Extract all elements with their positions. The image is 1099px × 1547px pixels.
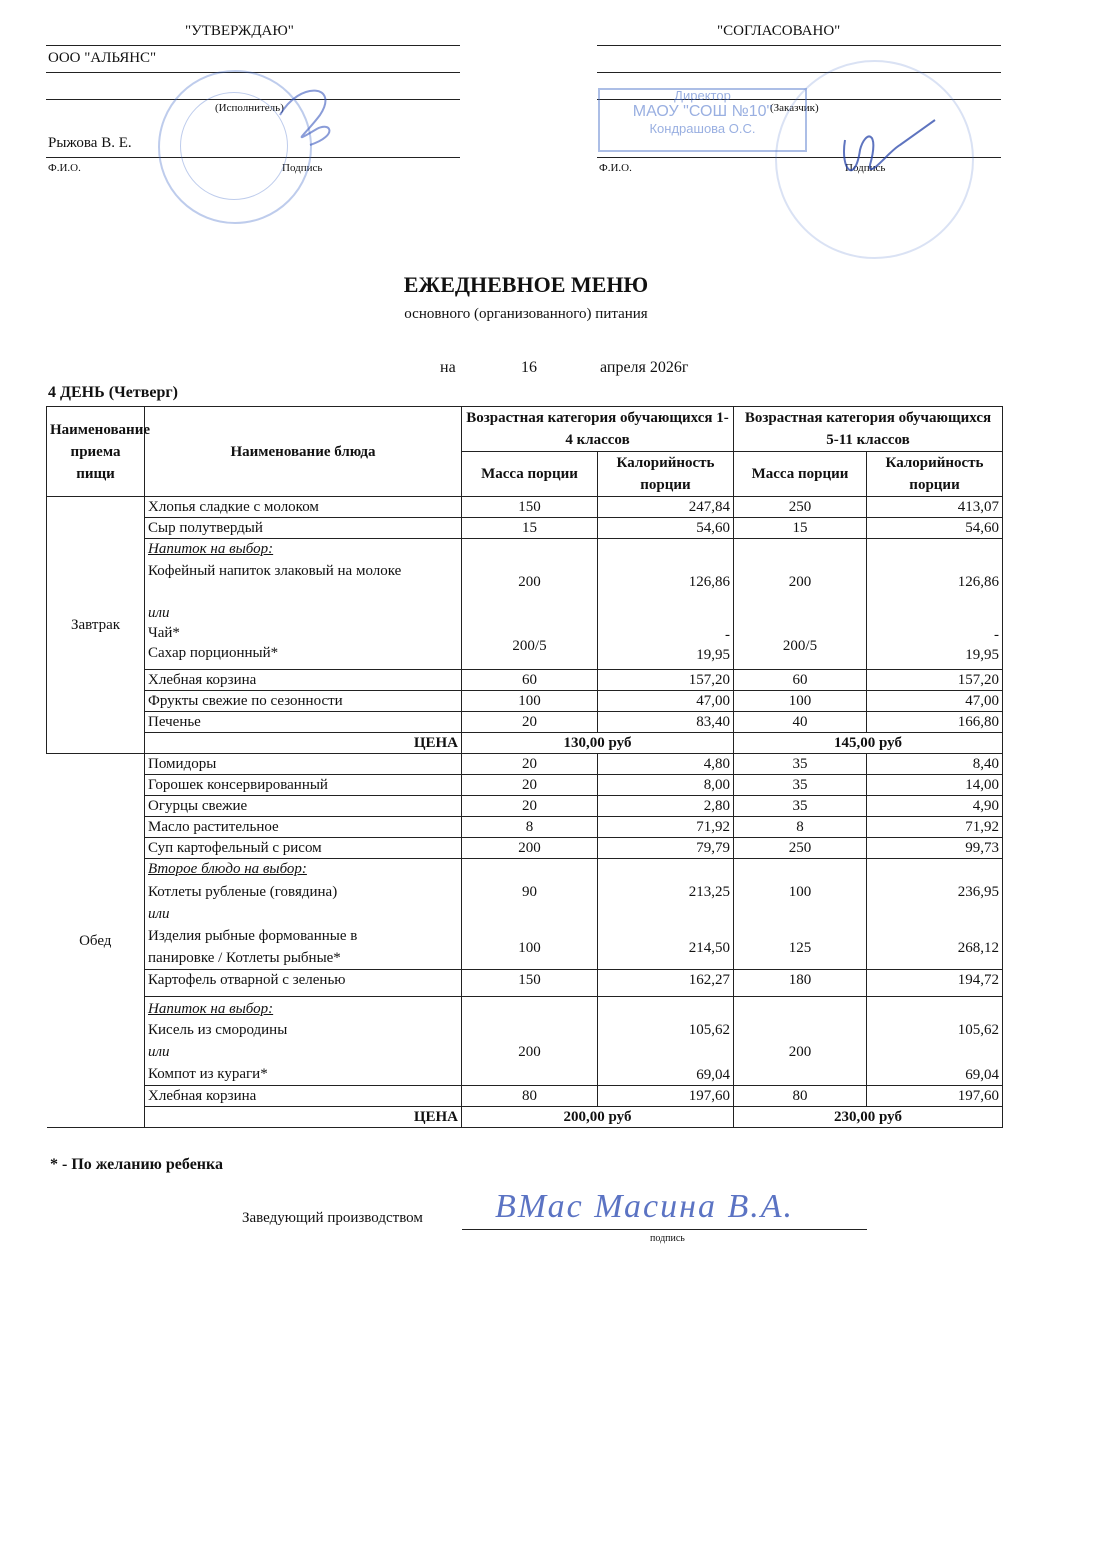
second-choice-label: Второе блюдо на выбор: [148,861,307,877]
fio-label-right: Ф.И.О. [599,162,632,174]
kcal-2: 99,73 [867,838,1003,859]
price-label: ЦЕНА [145,733,462,754]
drink-choice-cell [145,539,462,670]
kcal-1: 197,60 [598,1086,734,1107]
table-row [47,838,1003,859]
drink-mass-2-a: 200 [788,574,812,590]
mass-2: 250 [734,838,867,859]
drink-option-3: Сахар порционный* [148,645,279,661]
kcal-1: 162,27 [598,970,734,997]
table-row [47,1086,1003,1107]
lunch-drink-kcal-2-a: 105,62 [957,1022,1000,1038]
meal-lunch: Обед [47,754,145,1128]
kcal-header-2: Калорийность порции [867,452,1003,497]
mass-header-2: Масса порции [734,452,867,497]
age1-header: Возрастная категория обучающихся 1-4 классов [462,407,734,452]
kcal-2: 54,60 [867,518,1003,539]
mass-2: 35 [734,796,867,817]
line-r1 [597,45,1001,46]
second-mass-2-a: 100 [788,884,812,900]
kcal-2: 14,00 [867,775,1003,796]
age2-header: Возрастная категория обучающихся 5-11 классов [734,407,1003,452]
kcal-1: 4,80 [598,754,734,775]
day-label: 4 ДЕНЬ (Четверг) [48,384,178,401]
drink-or: или [148,605,170,621]
drink-kcal-1-dash: - [725,627,730,643]
customer-role: (Заказчик) [770,102,819,114]
second-kcal-2 [867,859,1003,970]
mass-1: 80 [462,1086,598,1107]
kcal-2: 71,92 [867,817,1003,838]
table-row [47,970,1003,997]
mass-2: 35 [734,775,867,796]
mass-1: 20 [462,796,598,817]
executor-role: (Исполнитель) [215,102,284,114]
drink-kcal-1-b: 19,95 [696,647,730,663]
drink-option-1: Кофейный напиток злаковый на молоке [148,563,402,579]
menu-table [46,406,1003,1128]
dish: Сыр полутвердый [145,518,462,539]
drink-mass-2-b: 200/5 [782,638,818,654]
second-kcal-1-b: 214,50 [688,940,730,956]
mass-header-1: Масса порции [462,452,598,497]
lunch-drink-option-1: Кисель из смородины [148,1022,288,1038]
mass-1: 150 [462,970,598,997]
kcal-2: 413,07 [867,497,1003,518]
table-row [47,796,1003,817]
table-row [47,518,1003,539]
dish: Хлебная корзина [145,670,462,691]
dish: Масло растительное [145,817,462,838]
kcal-2: 47,00 [867,691,1003,712]
kcal-1: 2,80 [598,796,734,817]
second-option-2b: панировке / Котлеты рыбные* [148,950,341,966]
line-r2 [597,72,1001,73]
manager-label: Заведующий производством [242,1210,423,1226]
kcal-2: 4,90 [867,796,1003,817]
price-label: ЦЕНА [145,1107,462,1128]
mass-1: 15 [462,518,598,539]
kcal-1: 71,92 [598,817,734,838]
second-mass-1-a: 90 [522,884,537,900]
mass-1: 20 [462,775,598,796]
price-2: 145,00 руб [734,733,1003,754]
drink-kcal-2-a: 126,86 [957,574,1000,590]
director-stamp-line2: МАОУ "СОШ №10" [632,103,773,120]
mass-1: 8 [462,817,598,838]
table-head-row-1 [47,407,1003,452]
dish: Картофель отварной с зеленью [145,970,462,997]
second-mass-2-b: 125 [788,940,812,956]
lunch-drink-or: или [148,1044,170,1060]
drink-kcal-1-a: 126,86 [688,574,730,590]
drink-kcal-1 [598,539,734,670]
table-row [47,817,1003,838]
manager-sign-line [462,1229,867,1230]
kcal-header-1: Калорийность порции [598,452,734,497]
mass-2: 40 [734,712,867,733]
line-1 [46,45,460,46]
executor-name: Рыжова В. Е. [48,135,132,151]
table-row-drink-choice [47,539,1003,670]
dish: Огурцы свежие [145,796,462,817]
agree-title: "СОГЛАСОВАНО" [717,23,841,39]
kcal-2: 194,72 [867,970,1003,997]
second-kcal-2-a: 236,95 [957,884,1000,900]
mass-1: 20 [462,712,598,733]
director-stamp-line3: Кондрашова О.С. [649,121,756,136]
mass-1: 150 [462,497,598,518]
mass-1: 20 [462,754,598,775]
mass-2: 250 [734,497,867,518]
sign-label-right: Подпись [845,162,886,174]
lunch-drink-cell [145,997,462,1086]
drink-mass-2 [734,539,867,670]
col-dish-header: Наименование блюда [145,407,462,497]
director-stamp-line1: Директор [674,88,731,103]
manager-signature: ВМас Масина В.А. [495,1188,795,1225]
drink-kcal-2-b: 19,95 [965,647,1000,663]
second-or: или [148,906,170,922]
price-1: 200,00 руб [462,1107,734,1128]
meal-breakfast: Завтрак [47,497,145,754]
second-kcal-2-b: 268,12 [957,940,1000,956]
second-kcal-1-a: 213,25 [688,884,730,900]
sign-label-left: Подпись [282,162,323,174]
signature-left [270,75,350,155]
mass-2: 60 [734,670,867,691]
lunch-drink-mass-1 [462,997,598,1086]
drink-mass-1 [462,539,598,670]
mass-1: 200 [462,838,598,859]
drink-kcal-2 [867,539,1003,670]
executor-org: ООО "АЛЬЯНС" [48,50,157,66]
footnote: * - По желанию ребенка [50,1156,223,1173]
lunch-drink-mass-2-val: 200 [788,1044,812,1060]
kcal-1: 47,00 [598,691,734,712]
second-option-1: Котлеты рубленые (говядина) [148,884,338,900]
drink-option-2: Чай* [148,625,180,641]
mass-2: 80 [734,1086,867,1107]
drink-mass-1-a: 200 [518,574,541,590]
date-month-year: апреля 2026г [600,359,689,376]
dish: Суп картофельный с рисом [145,838,462,859]
col-meal-header: Наименование приема пищи [47,407,145,497]
kcal-1: 83,40 [598,712,734,733]
kcal-2: 197,60 [867,1086,1003,1107]
price-1: 130,00 руб [462,733,734,754]
approve-title: "УТВЕРЖДАЮ" [185,23,294,39]
price-row-lunch [47,1107,1003,1128]
date-day: 16 [521,359,537,376]
lunch-drink-kcal-1-a: 105,62 [688,1022,730,1038]
table-row-lunch-drink [47,997,1003,1086]
dish: Хлопья сладкие с молоком [145,497,462,518]
table-row [47,670,1003,691]
lunch-drink-kcal-1 [598,997,734,1086]
lunch-drink-mass-2 [734,997,867,1086]
signature-right [830,110,940,200]
table-row-second-choice [47,859,1003,970]
price-row-breakfast [47,733,1003,754]
kcal-2: 166,80 [867,712,1003,733]
page-subtitle: основного (организованного) питания [404,306,648,322]
dish: Помидоры [145,754,462,775]
kcal-1: 54,60 [598,518,734,539]
lunch-drink-option-2: Компот из кураги* [148,1066,268,1082]
kcal-1: 247,84 [598,497,734,518]
second-mass-1 [462,859,598,970]
kcal-1: 8,00 [598,775,734,796]
dish: Фрукты свежие по сезонности [145,691,462,712]
date-prefix: на [440,359,456,376]
second-mass-1-b: 100 [518,940,541,956]
page-title: ЕЖЕДНЕВНОЕ МЕНЮ [403,272,649,297]
table-row [47,775,1003,796]
dish: Горошек консервированный [145,775,462,796]
dish: Печенье [145,712,462,733]
kcal-2: 157,20 [867,670,1003,691]
second-mass-2 [734,859,867,970]
kcal-1: 157,20 [598,670,734,691]
drink-kcal-2-dash: - [994,627,1000,643]
mass-2: 100 [734,691,867,712]
table-row [47,691,1003,712]
table-row [47,754,1003,775]
kcal-1: 79,79 [598,838,734,859]
table-row [47,712,1003,733]
kcal-2: 8,40 [867,754,1003,775]
drink-choice-label: Напиток на выбор: [148,541,274,557]
lunch-drink-choice-label: Напиток на выбор: [148,1001,274,1017]
lunch-drink-kcal-1-b: 69,04 [696,1067,730,1083]
second-choice-cell [145,859,462,970]
mass-2: 180 [734,970,867,997]
table-row [47,497,1003,518]
dish: Хлебная корзина [145,1086,462,1107]
lunch-drink-kcal-2-b: 69,04 [965,1067,1000,1083]
mass-2: 35 [734,754,867,775]
mass-2: 8 [734,817,867,838]
fio-label-left: Ф.И.О. [48,162,81,174]
mass-2: 15 [734,518,867,539]
second-option-2a: Изделия рыбные формованные в [148,928,358,944]
mass-1: 60 [462,670,598,691]
price-2: 230,00 руб [734,1107,1003,1128]
lunch-drink-kcal-2 [867,997,1003,1086]
second-kcal-1 [598,859,734,970]
mass-1: 100 [462,691,598,712]
drink-mass-1-b: 200/5 [512,638,547,654]
manager-sign-label: подпись [650,1233,685,1244]
lunch-drink-mass-1-val: 200 [518,1044,541,1060]
